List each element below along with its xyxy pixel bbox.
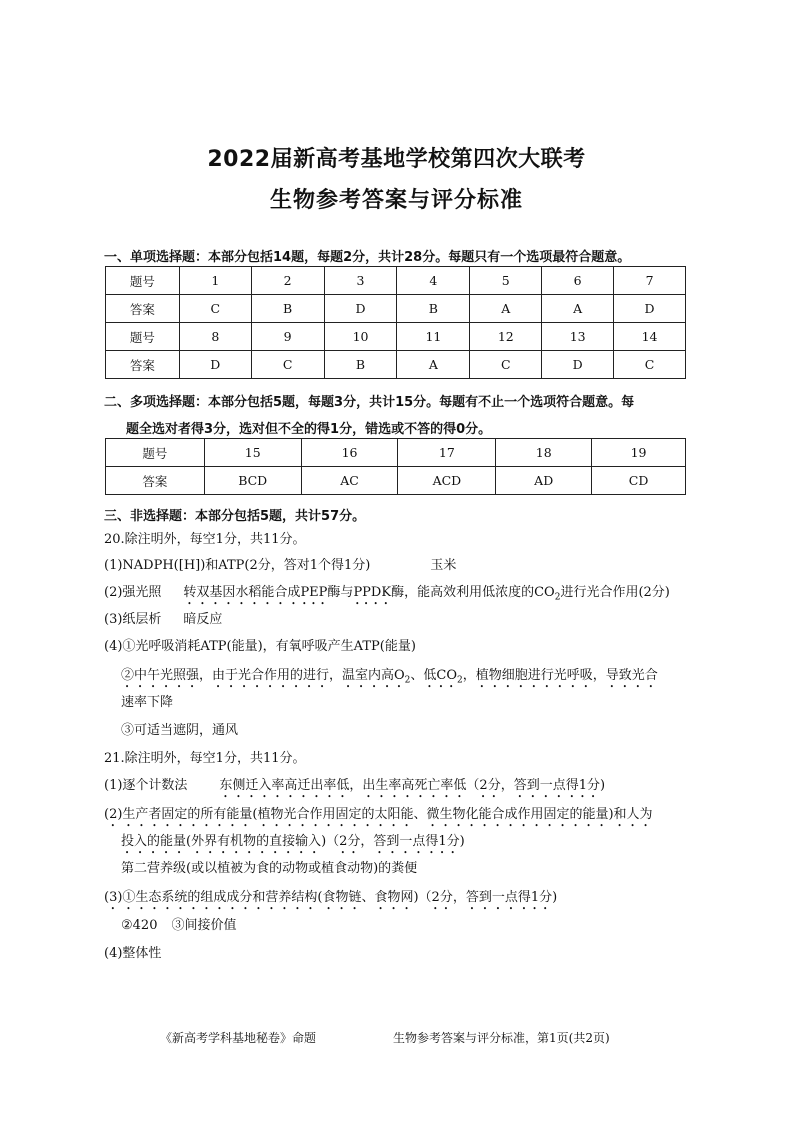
q20-part3-answer-a: (3)纸层析 xyxy=(104,612,162,627)
q20-part4-3: ③可适当遮阴，通风 xyxy=(121,723,239,738)
answer-cell: B xyxy=(324,351,397,379)
q20-part2-text: 酶，能高效利用低浓度的 xyxy=(391,585,535,600)
section1-heading: 一、单项选择题：本部分包括14题，每题2分，共计28分。每题只有一个选项最符合题意。 xyxy=(104,250,631,265)
answer-cell: C xyxy=(251,351,324,379)
table-row xyxy=(106,267,686,295)
q20-part4-2-sub: 2 xyxy=(404,675,411,686)
q20-part4-2-text: ，植物细胞进行光呼吸，导致光合 xyxy=(462,668,658,683)
section2-heading-line2: 题全选对者得3分，选对但不全的得1分，错选或不答的得0分。 xyxy=(126,422,492,437)
question-number: 17 xyxy=(398,439,496,467)
document-subtitle: 生物参考答案与评分标准 xyxy=(269,188,523,213)
question-number: 9 xyxy=(251,323,324,351)
answer-cell: B xyxy=(251,295,324,323)
row-label-answer: 答案 xyxy=(106,351,180,379)
question-number: 6 xyxy=(542,267,614,295)
q20-part1-answer-b: 玉米 xyxy=(430,558,457,573)
answer-cell: BCD xyxy=(204,467,301,495)
question-number: 7 xyxy=(614,267,686,295)
section2-heading-line1: 二、多项选择题：本部分包括5题，每题3分，共计15分。每题有不止一个选项符合题意。每 xyxy=(104,395,635,410)
table-row xyxy=(106,323,686,351)
table-row xyxy=(106,439,686,467)
question-number: 18 xyxy=(496,439,592,467)
q20-part2-enzyme-ppdk: PPDK xyxy=(353,585,392,600)
question-number: 15 xyxy=(204,439,301,467)
footer-left: 《新高考学科基地秘卷》命题 xyxy=(160,1031,317,1045)
row-label-answer: 答案 xyxy=(106,467,205,495)
q21-part4: (4)整体性 xyxy=(104,946,162,961)
q20-part4-2-cont: 速率下降 xyxy=(121,695,174,710)
question-number: 11 xyxy=(397,323,470,351)
question-number: 3 xyxy=(324,267,397,295)
q21-part2-text: 投入的能量(外界有机物的直接输入)（2分，答到一点得1分) xyxy=(121,834,465,849)
q21-part3-answer-b2: ③间接价值 xyxy=(171,918,237,933)
q20-part2-text: 转双基因水稻能合成 xyxy=(183,585,301,600)
answer-cell: A xyxy=(470,295,542,323)
answer-cell: C xyxy=(614,351,686,379)
q20-part2-text: 进行光合作用(2分) xyxy=(560,585,670,600)
answer-cell: AD xyxy=(496,467,592,495)
section3-heading: 三、非选择题：本部分包括5题，共计57分。 xyxy=(104,509,366,524)
q20-part1 xyxy=(104,558,456,574)
question-number: 16 xyxy=(301,439,398,467)
q21-part2-line2 xyxy=(121,834,465,857)
q21-part3-line2 xyxy=(121,918,236,934)
q20-part2-co2-sub: 2 xyxy=(554,592,561,603)
q20-part4-2-text: 、低CO xyxy=(410,668,458,683)
table-row xyxy=(106,351,686,379)
answer-cell: B xyxy=(397,295,470,323)
q21-part2-text: (2)生产者固定的所有能量(植物光合作用固定的太阳能、微生物化能合成作用固定的能量)和人为 xyxy=(104,807,653,822)
footer-page-info: 生物参考答案与评分标准，第1页(共2页) xyxy=(393,1031,610,1045)
question-number: 19 xyxy=(592,439,686,467)
document-title: 2022届新高考基地学校第四次大联考 xyxy=(207,147,586,172)
q20-part2 xyxy=(104,585,670,608)
question-number: 1 xyxy=(179,267,251,295)
q20-part3-answer-b: 暗反应 xyxy=(183,612,223,627)
row-label-question: 题号 xyxy=(106,323,180,351)
answer-cell: AC xyxy=(301,467,398,495)
row-label-answer: 答案 xyxy=(106,295,180,323)
q20-part4-2-text: ②中午光照强，由于光合作用的进行，温室内高O xyxy=(121,668,405,683)
answer-cell: D xyxy=(324,295,397,323)
q21-intro: 21.除注明外，每空1分，共11分。 xyxy=(104,751,306,766)
question-number: 8 xyxy=(179,323,251,351)
row-label-question: 题号 xyxy=(106,267,180,295)
question-number: 5 xyxy=(470,267,542,295)
section2-answer-table xyxy=(105,438,686,495)
answer-cell: ACD xyxy=(398,467,496,495)
q20-intro: 20.除注明外，每空1分，共11分。 xyxy=(104,532,306,547)
q21-part1-answer-a: (1)逐个计数法 xyxy=(104,778,188,793)
answer-cell: C xyxy=(179,295,251,323)
answer-cell: A xyxy=(542,295,614,323)
table-row xyxy=(106,467,686,495)
row-label-question: 题号 xyxy=(106,439,205,467)
answer-cell: CD xyxy=(592,467,686,495)
q20-part2-co2: CO xyxy=(534,585,555,600)
q20-part4-1: (4)①光呼吸消耗ATP(能量)，有氧呼吸产生ATP(能量) xyxy=(104,639,416,654)
answer-cell: D xyxy=(614,295,686,323)
question-number: 2 xyxy=(251,267,324,295)
q20-part3 xyxy=(104,612,222,628)
answer-cell: D xyxy=(542,351,614,379)
answer-cell: A xyxy=(397,351,470,379)
q20-part2-enzyme-pep: PEP xyxy=(300,585,328,600)
question-number: 4 xyxy=(397,267,470,295)
table-row xyxy=(106,295,686,323)
question-number: 10 xyxy=(324,323,397,351)
q21-part2-line3: 第二营养级(或以植被为食的动物或植食动物)的粪便 xyxy=(121,861,418,876)
answer-cell: C xyxy=(470,351,542,379)
question-number: 12 xyxy=(470,323,542,351)
q20-part2-text: 酶与 xyxy=(327,585,354,600)
q20-part1-answer-a: (1)NADPH([H])和ATP(2分，答对1个得1分) xyxy=(104,558,371,573)
q21-part3-line1 xyxy=(104,890,557,913)
q21-part3-answer-b1: ②420 xyxy=(121,918,158,933)
q20-part2-answer-a: (2)强光照 xyxy=(104,585,162,600)
q21-part1-answer-b: 东侧迁入率高迁出率低，出生率高死亡率低（2分，答到一点得1分) xyxy=(219,778,606,793)
answer-cell: D xyxy=(179,351,251,379)
q21-part2-line1 xyxy=(104,807,653,830)
q21-part1 xyxy=(104,778,605,801)
q21-part3-text: (3)①生态系统的组成成分和营养结构(食物链、食物网)（2分，答到一点得1分) xyxy=(104,890,558,905)
section1-answer-table xyxy=(105,266,686,379)
question-number: 14 xyxy=(614,323,686,351)
question-number: 13 xyxy=(542,323,614,351)
q20-part4-2-sub: 2 xyxy=(457,675,463,686)
q20-part4-2 xyxy=(121,668,658,691)
